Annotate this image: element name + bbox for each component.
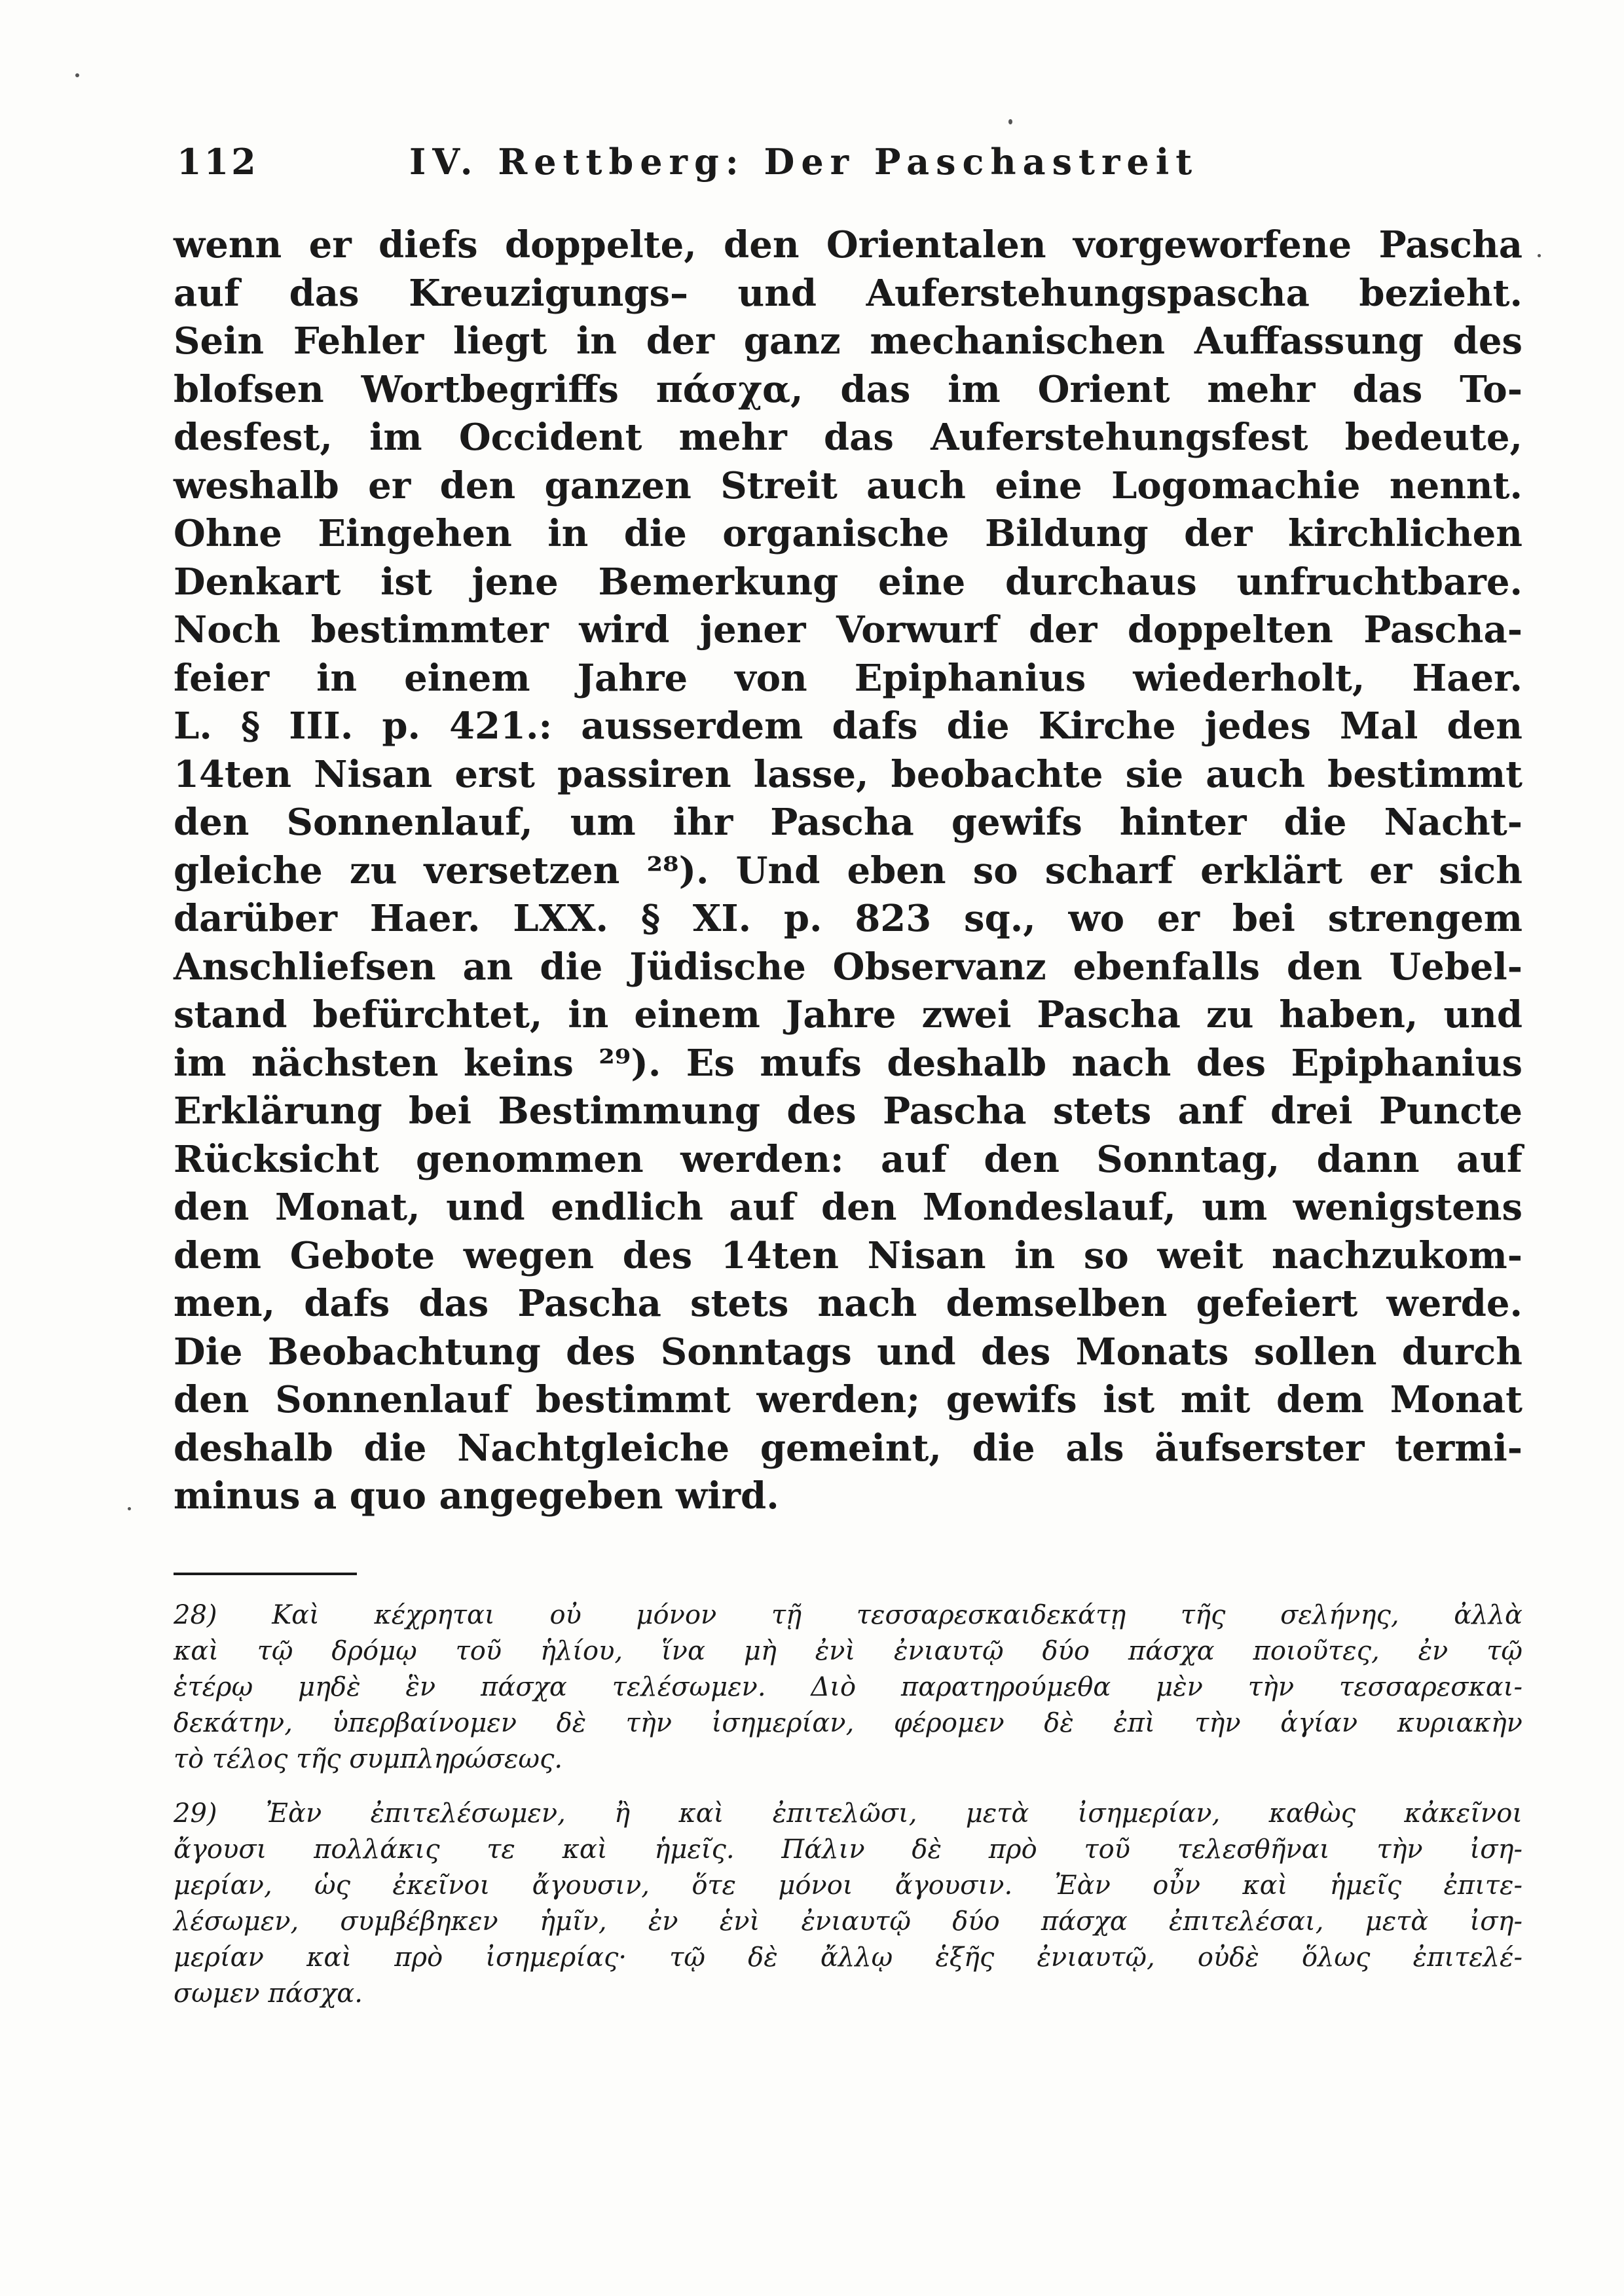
body-line: blofsen Wortbegriffs πάσχα, das im Orient mehr das To-	[174, 367, 1522, 411]
body-line: im nächsten keins ²⁹). Es mufs deshalb nach des Epiphanius	[174, 1041, 1522, 1085]
footnote-line: δεκάτην, ὑπερβαίνομεν δὲ τὴν ἰσημερίαν, φέρομεν δὲ ἐπὶ τὴν ἁγίαν κυριακὴν	[174, 1708, 1522, 1738]
footnote-separator-rule	[174, 1573, 357, 1575]
running-head: IV. Rettberg: Der Paschastreit	[409, 141, 1199, 183]
body-line: deshalb die Nachtgleiche gemeint, die als äufserster termi-	[174, 1426, 1522, 1470]
body-line: den Sonnenlauf bestimmt werden; gewifs ist mit dem Monat	[174, 1378, 1522, 1421]
scan-speck	[75, 73, 79, 77]
footnote-gap	[174, 1777, 1522, 1796]
body-line: Erklärung bei Bestimmung des Pascha stets anf drei Puncte	[174, 1089, 1522, 1133]
body-line: L. § III. p. 421.: ausserdem dafs die Kirche jedes Mal den	[174, 704, 1522, 748]
body-line: gleiche zu versetzen ²⁸). Und eben so scharf erklärt er sich	[174, 848, 1522, 892]
body-line: Sein Fehler liegt in der ganz mechanischen Auffassung des	[174, 319, 1522, 363]
body-line: 14ten Nisan erst passiren lasse, beobachte sie auch bestimmt	[174, 752, 1522, 796]
body-line: Rücksicht genommen werden: auf den Sonntag, dann auf	[174, 1137, 1522, 1181]
body-line: den Sonnenlauf, um ihr Pascha gewifs hinter die Nacht-	[174, 801, 1522, 844]
body-line: Denkart ist jene Bemerkung eine durchaus unfruchtbare.	[174, 560, 1522, 604]
footnote-line: λέσωμεν, συμβέβηκεν ἡμῖν, ἐν ἑνὶ ἐνιαυτῷ δύο πάσχα ἐπιτελέσαι, μετὰ ἰση-	[174, 1906, 1522, 1937]
scan-speck	[1008, 119, 1012, 124]
body-line: Anschliefsen an die Jüdische Observanz ebenfalls den Uebel-	[174, 945, 1522, 989]
body-line: darüber Haer. LXX. § XI. p. 823 sq., wo er bei strengem	[174, 897, 1522, 940]
footnote	[174, 1796, 1522, 2012]
page-header	[177, 141, 1303, 193]
footnote	[174, 1597, 1522, 1777]
body-line: minus a quo angegeben wird.	[174, 1474, 779, 1518]
body-line: desfest, im Occident mehr das Auferstehungsfest bedeute,	[174, 416, 1522, 459]
footnote-line: 28) Καὶ κέχρηται οὐ μόνον τῇ τεσσαρεσκαιδεκάτῃ τῆς σελήνης, ἀλλὰ	[174, 1600, 1522, 1630]
body-line: weshalb er den ganzen Streit auch eine Logomachie nennt.	[174, 464, 1522, 507]
footnote-line: σωμεν πάσχα.	[174, 1978, 363, 2009]
scan-speck	[128, 1507, 131, 1510]
body-line: stand befürchtet, in einem Jahre zwei Pascha zu haben, und	[174, 993, 1522, 1036]
footnote-line: ἄγουσι πολλάκις τε καὶ ἡμεῖς. Πάλιν δὲ πρὸ τοῦ τελεσθῆναι τὴν ἰση-	[174, 1834, 1522, 1865]
footnote-line: ἑτέρῳ μηδὲ ἓν πάσχα τελέσωμεν. Διὸ παρατηρούμεθα μὲν τὴν τεσσαρεσκαι-	[174, 1672, 1522, 1702]
body-line: den Monat, und endlich auf den Mondeslauf, um wenigstens	[174, 1186, 1522, 1229]
body-line: Die Beobachtung des Sonntags und des Monats sollen durch	[174, 1330, 1522, 1374]
footnote-line: καὶ τῷ δρόμῳ τοῦ ἡλίου, ἵνα μὴ ἐνὶ ἐνιαυτῷ δύο πάσχα ποιοῦτες, ἐν τῷ	[174, 1636, 1522, 1666]
footnote-line: μερίαν καὶ πρὸ ἰσημερίας· τῷ δὲ ἄλλῳ ἑξῆς ἐνιαυτῷ, οὐδὲ ὅλως ἐπιτελέ-	[174, 1942, 1522, 1973]
body-line: auf das Kreuzigungs– und Auferstehungspascha bezieht.	[174, 271, 1522, 315]
body-line: Ohne Eingehen in die organische Bildung der kirchlichen	[174, 512, 1522, 555]
footnotes-block	[174, 1597, 1522, 2012]
body-line: wenn er diefs doppelte, den Orientalen vorgeworfene Pascha	[174, 223, 1522, 266]
footnote-line: 29) Ἐὰν ἐπιτελέσωμεν, ἢ καὶ ἐπιτελῶσι, μετὰ ἰσημερίαν, καθὼς κἀκεῖνοι	[174, 1798, 1522, 1829]
body-line: feier in einem Jahre von Epiphanius wiederholt, Haer.	[174, 656, 1522, 700]
footnote-line: μερίαν, ὡς ἐκεῖνοι ἄγουσιν, ὅτε μόνοι ἄγουσιν. Ἐὰν οὖν καὶ ἡμεῖς ἐπιτε-	[174, 1870, 1522, 1901]
page-number: 112	[177, 141, 259, 183]
body-paragraph	[174, 221, 1522, 1521]
footnote-line: τὸ τέλος τῆς συμπληρώσεως.	[174, 1744, 563, 1774]
body-line: Noch bestimmter wird jener Vorwurf der doppelten Pascha-	[174, 608, 1522, 651]
body-line: men, dafs das Pascha stets nach demselben gefeiert werde.	[174, 1282, 1522, 1325]
scan-speck	[1538, 254, 1541, 257]
body-line: dem Gebote wegen des 14ten Nisan in so weit nachzukom-	[174, 1233, 1522, 1277]
